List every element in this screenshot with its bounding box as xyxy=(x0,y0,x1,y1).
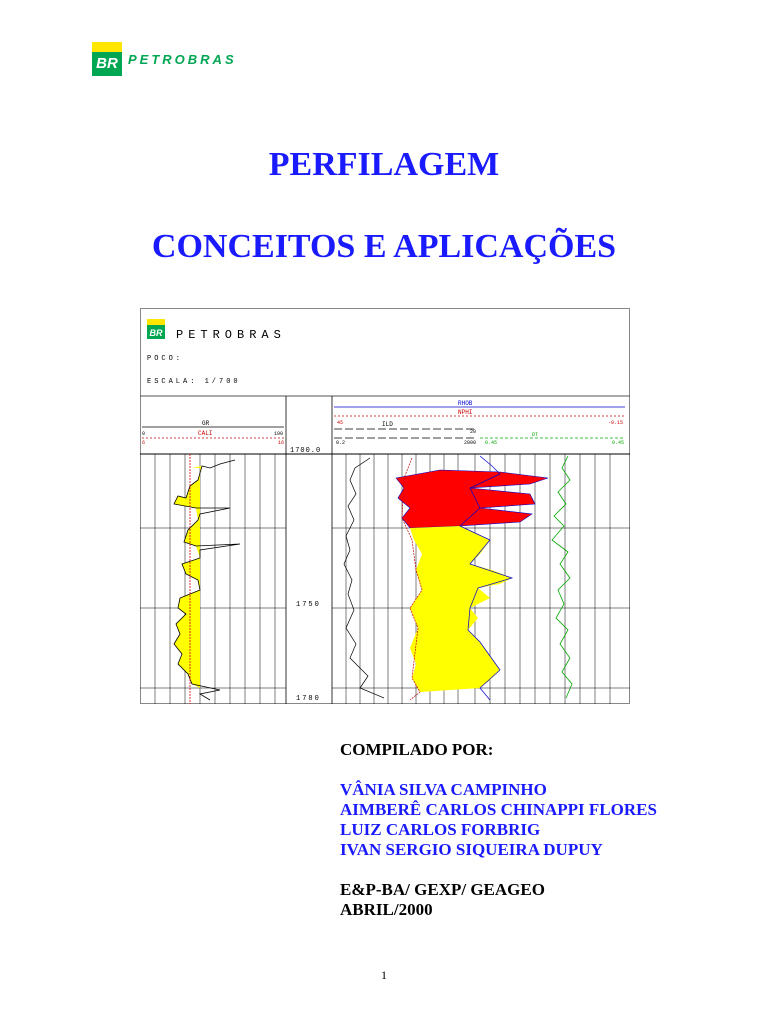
ild-scale-right: 20 xyxy=(470,429,477,435)
figure-logo-mark: BR xyxy=(149,328,163,338)
logo-text: PETROBRAS xyxy=(128,52,237,67)
gr-scale-right: 100 xyxy=(274,431,284,437)
author-name: AIMBERÊ CARLOS CHINAPPI FLORES xyxy=(340,800,657,819)
rhob-curve-label: RHOB xyxy=(458,400,473,407)
escala-label: ESCALA: 1/700 xyxy=(147,378,241,386)
gr-scale-left: 0 xyxy=(142,431,146,437)
publication-date: ABRIL/2000 xyxy=(340,900,433,919)
cali-scale-left: 6 xyxy=(142,440,146,446)
br-logo-icon xyxy=(147,319,165,325)
credits-block xyxy=(340,740,657,920)
ild-curve-label: ILD xyxy=(382,421,393,428)
organization: E&P-BA/ GEXP/ GEAGEO xyxy=(340,880,545,899)
dt-scale-left: 0.45 xyxy=(485,440,498,446)
author-name: LUIZ CARLOS FORBRIG xyxy=(340,820,541,839)
nphi-scale-left: 45 xyxy=(337,420,344,426)
gr-curve-label: GR xyxy=(202,420,210,427)
page-subtitle: CONCEITOS E APLICAÇÕES xyxy=(151,228,617,265)
depth-label-top: 1700.0 xyxy=(290,447,322,455)
dt-curve-label: DT xyxy=(532,432,539,438)
depth-label-bottom: 1780 xyxy=(296,695,321,703)
nphi-scale-right: -0.15 xyxy=(608,420,624,426)
page-title: PERFILAGEM xyxy=(268,146,500,183)
author-name: IVAN SERGIO SIQUEIRA DUPUY xyxy=(340,840,603,859)
poco-label: POCO: xyxy=(147,355,184,363)
well-log-figure xyxy=(140,308,630,704)
rhob-scale-left: 2000 xyxy=(464,440,477,446)
ild-scale-left: 0.2 xyxy=(336,440,346,446)
cali-scale-right: 16 xyxy=(278,440,285,446)
dt-scale-right: 0.45 xyxy=(612,440,625,446)
br-logo-icon: BR xyxy=(92,42,122,76)
compiled-by-label: COMPILADO POR: xyxy=(340,740,494,759)
page-number: 1 xyxy=(381,968,387,982)
author-name: VÂNIA SILVA CAMPINHO xyxy=(340,780,547,799)
nphi-curve-label: NPHI xyxy=(458,409,473,416)
cali-curve-label: CALI xyxy=(198,430,213,437)
figure-company: PETROBRAS xyxy=(176,328,286,342)
depth-label-mid: 1750 xyxy=(296,601,321,609)
